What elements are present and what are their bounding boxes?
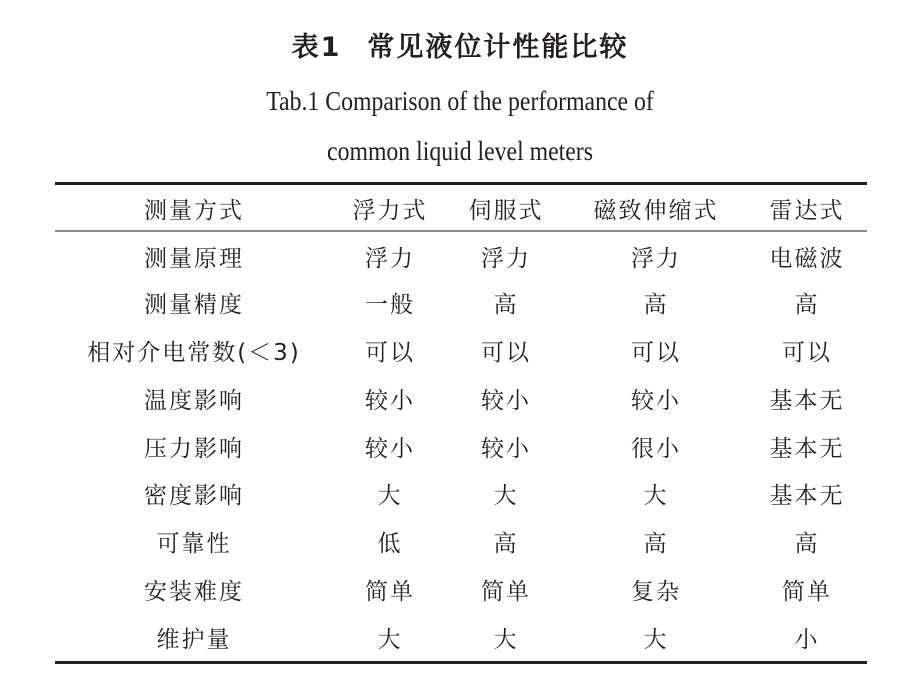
table-cell: 复杂 bbox=[631, 578, 681, 605]
table-row bbox=[55, 231, 867, 279]
row-label: 温度影响 bbox=[144, 387, 244, 414]
column-header: 浮力式 bbox=[352, 197, 428, 224]
table-cell: 大 bbox=[377, 626, 403, 653]
table-row bbox=[55, 279, 867, 327]
table-cell: 简单 bbox=[365, 578, 415, 605]
table-cell: 可以 bbox=[481, 339, 531, 366]
row-label: 维护量 bbox=[156, 626, 232, 653]
comparison-table bbox=[55, 185, 867, 661]
table-cell: 高 bbox=[643, 292, 669, 319]
table-row bbox=[55, 613, 867, 661]
table-cell: 基本无 bbox=[769, 387, 845, 414]
table-cell: 大 bbox=[377, 483, 403, 510]
table-cell: 可以 bbox=[631, 339, 681, 366]
row-label: 相对介电常数(＜3) bbox=[87, 339, 301, 366]
table-row bbox=[55, 518, 867, 566]
column-header: 伺服式 bbox=[468, 197, 544, 224]
table-caption-english-line2: common liquid level meters bbox=[327, 136, 593, 166]
row-label: 测量原理 bbox=[144, 246, 244, 273]
table-cell: 大 bbox=[643, 626, 669, 653]
table-number: 表1 bbox=[291, 32, 342, 63]
table-cell: 简单 bbox=[782, 578, 832, 605]
column-header: 磁致伸缩式 bbox=[593, 197, 719, 224]
row-label: 压力影响 bbox=[144, 435, 244, 462]
table-cell: 很小 bbox=[631, 435, 681, 462]
table-cell: 较小 bbox=[481, 387, 531, 414]
table-title-chinese: 常见液位计性能比较 bbox=[367, 32, 629, 63]
table-cell: 大 bbox=[643, 483, 669, 510]
table-cell: 低 bbox=[377, 531, 403, 558]
table-cell: 可以 bbox=[782, 339, 832, 366]
table-cell: 可以 bbox=[365, 339, 415, 366]
table-caption-chinese bbox=[0, 28, 920, 68]
table-cell: 一般 bbox=[365, 292, 415, 319]
header-row bbox=[55, 185, 867, 231]
table-cell: 小 bbox=[794, 626, 820, 653]
bottom-rule bbox=[55, 661, 867, 664]
table-cell: 简单 bbox=[481, 578, 531, 605]
table-cell: 较小 bbox=[365, 435, 415, 462]
table-cell: 基本无 bbox=[769, 483, 845, 510]
table-cell: 高 bbox=[794, 531, 820, 558]
column-header: 测量方式 bbox=[144, 197, 244, 224]
table-cell: 基本无 bbox=[769, 435, 845, 462]
table-row bbox=[55, 470, 867, 518]
table-cell: 较小 bbox=[631, 387, 681, 414]
table-cell: 较小 bbox=[365, 387, 415, 414]
table-cell: 浮力 bbox=[481, 246, 531, 273]
row-label: 可靠性 bbox=[156, 531, 232, 558]
table-cell: 高 bbox=[493, 292, 519, 319]
table-cell: 高 bbox=[493, 531, 519, 558]
row-label: 安装难度 bbox=[144, 578, 244, 605]
table-cell: 高 bbox=[643, 531, 669, 558]
table-row bbox=[55, 566, 867, 614]
table-cell: 浮力 bbox=[631, 246, 681, 273]
table-cell: 较小 bbox=[481, 435, 531, 462]
row-label: 测量精度 bbox=[144, 292, 244, 319]
table-caption-english-line1: Tab.1 Comparison of the performance of bbox=[266, 86, 654, 116]
row-label: 密度影响 bbox=[144, 483, 244, 510]
table-row bbox=[55, 422, 867, 470]
table-row bbox=[55, 374, 867, 422]
table-cell: 大 bbox=[493, 626, 519, 653]
table-cell: 浮力 bbox=[365, 246, 415, 273]
table-row bbox=[55, 327, 867, 375]
table-cell: 电磁波 bbox=[769, 246, 845, 273]
table-cell: 大 bbox=[493, 483, 519, 510]
table-cell: 高 bbox=[794, 292, 820, 319]
column-header: 雷达式 bbox=[769, 197, 845, 224]
